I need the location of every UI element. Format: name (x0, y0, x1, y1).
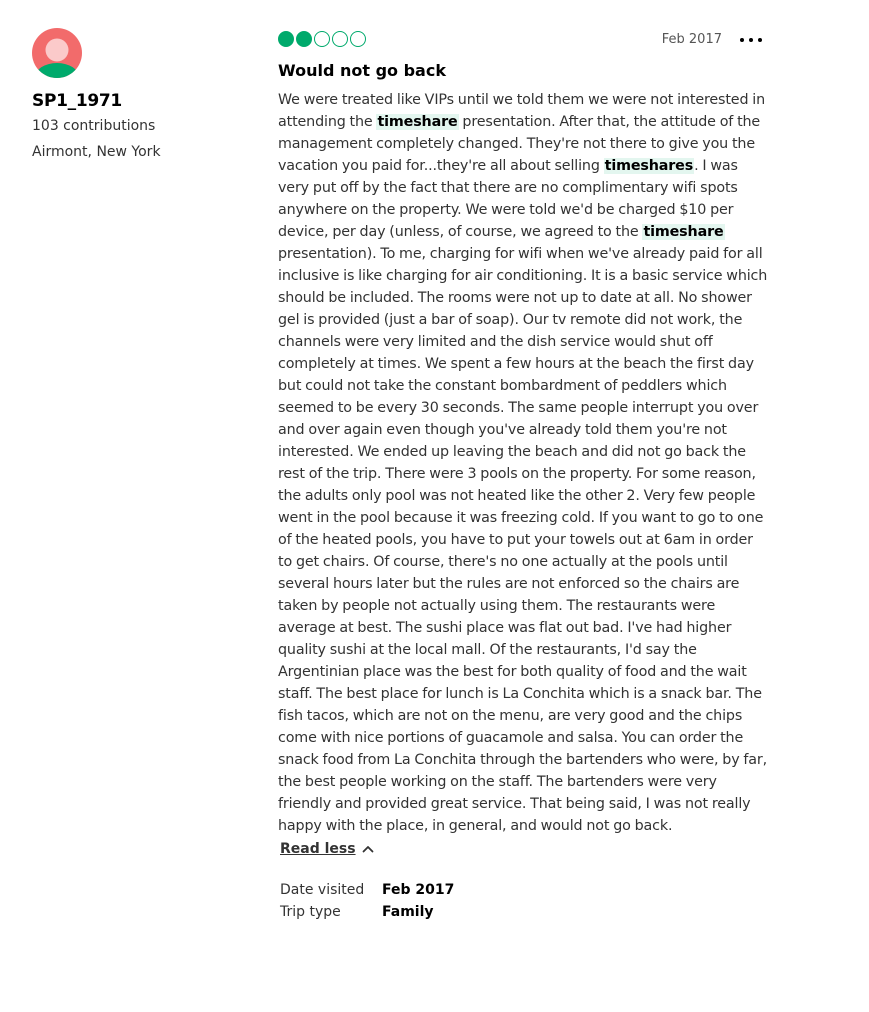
trip-type-row (280, 901, 768, 923)
rating-bubbles (278, 31, 366, 49)
highlighted-keyword: timeshares (604, 158, 694, 174)
trip-type-value: Family (382, 904, 434, 920)
reviewer-name[interactable]: SP1_1971 (32, 91, 122, 111)
rating-bubble-empty-icon (314, 31, 330, 47)
review-text-segment: presentation). To me, charging for wifi when we've already paid for all inclusive is like charging for air conditioning. It is a basic service which should be included. The rooms were not up to date at all. No shower gel is provided (just a bar of soap). Our tv remote did not work, the channels were very limited and the dish service would shut off completely at times. We spent a few hours at the beach the first day but could not take the constant bombardment of peddlers which seemed to be every 30 seconds. The same people interrupt you over and over again even though you've already told them you're not interested. We ended up leaving the beach and did not go back the rest of the trip. There were 3 pools on the property. For some reason, the adults only pool was not heated like the other 2. Very few people went in the pool because it was freezing cold. If you want to go to one of the heated pools, you have to put your towels out at 6am in order to get chairs. Of course, there's no one actually at the pools until several hours later but the rules are not enforced so the chairs are taken by people not actually using them. The restaurants were average at best. The sushi place was flat out bad. I've had higher quality sushi at the local mall. Of the restaurants, I'd say the Argentinian place was the best for both quality of food and the wait staff. The best place for lunch is La Conchita which is a snack bar. The fish tacos, which are not on the menu, are very good and the chips come with nice portions of guacamole and salsa. You can order the snack food from La Conchita through the bartenders who were, by far, the best people working on the staff. The bartenders were very friendly and provided great service. That being said, I was not really happy with the place, in general, and would not go back. (278, 246, 768, 834)
trip-type-label: Trip type (280, 904, 341, 920)
review-text-segment: presentation. After that, the attitude of the management completely changed. They're not there to give you the vacation you paid for...they're all about selling (278, 114, 761, 174)
review-header (278, 31, 768, 51)
rating-bubble-filled-icon (296, 31, 312, 47)
avatar[interactable] (32, 28, 82, 78)
more-dots-icon (749, 38, 753, 42)
more-dots-icon (740, 38, 744, 42)
read-less-label: Read less (280, 841, 356, 857)
review-text-segment: . I was very put off by the fact that there are no complimentary wifi spots anywhere on the property. We were told we'd be charged $10 per device, per day (unless, of course, we agreed to the (278, 158, 738, 240)
rating-bubble-empty-icon (332, 31, 348, 47)
read-less-button[interactable] (280, 839, 374, 859)
trip-details (280, 879, 768, 923)
review-card (278, 31, 768, 923)
review-paragraph (278, 89, 768, 837)
reviewer-location: Airmont, New York (32, 144, 161, 160)
rating-bubble-empty-icon (350, 31, 366, 47)
date-visited-row (280, 879, 768, 901)
more-options-button[interactable] (740, 32, 762, 48)
highlighted-keyword: timeshare (377, 114, 458, 130)
more-dots-icon (758, 38, 762, 42)
chevron-up-icon (362, 843, 374, 855)
contribution-count: 103 contributions (32, 118, 156, 134)
review-text-segment: We were treated like VIPs until we told them we were not interested in attending the (278, 92, 766, 130)
rating-bubble-filled-icon (278, 31, 294, 47)
reviewer-profile (32, 28, 252, 162)
review-title[interactable]: Would not go back (278, 61, 446, 80)
date-visited-value: Feb 2017 (382, 882, 455, 898)
review-text (278, 89, 768, 837)
highlighted-keyword: timeshare (643, 224, 724, 240)
review-date: Feb 2017 (661, 32, 722, 47)
date-visited-label: Date visited (280, 882, 365, 898)
